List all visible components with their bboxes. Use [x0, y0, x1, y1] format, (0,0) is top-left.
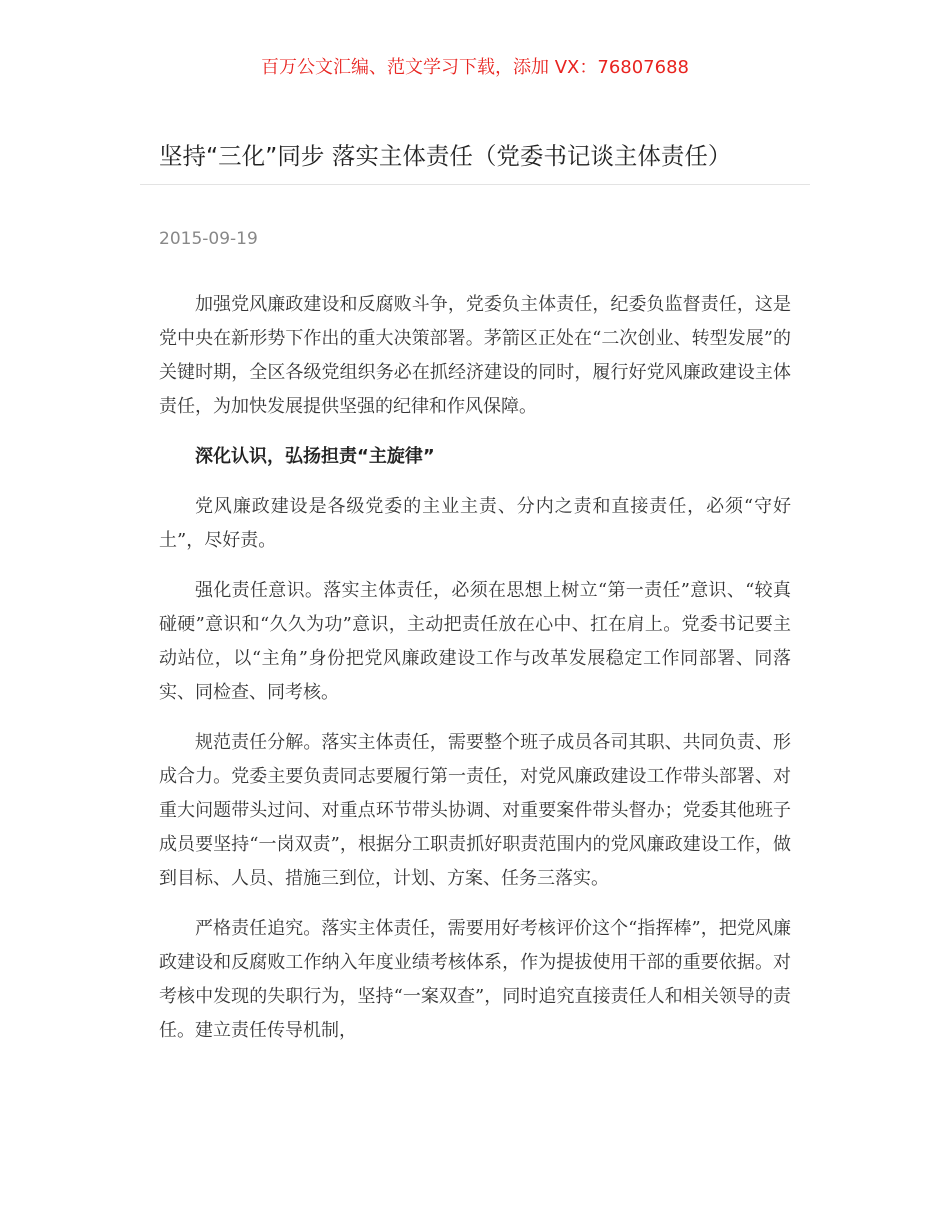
paragraph-decomposition: 规范责任分解。落实主体责任，需要整个班子成员各司其职、共同负责、形成合力。党委主要负责同志要履行第一责任，对党风廉政建设工作带头部署、对重大问题带头过问、对重点环节带头协调、对重要案件带头督办；党委其他班子成员要坚持“一岗双责”，根据分工职责抓好职责范围内的党风廉政建设工作，做到目标、人员、措施三到位，计划、方案、任务三落实。: [159, 732, 791, 889]
publish-date: 2015-09-19: [159, 229, 258, 249]
download-banner: 百万公文汇编、范文学习下载，添加 VX：76807688: [261, 57, 689, 78]
section-heading: 深化认识，弘扬担责“主旋律”: [195, 446, 435, 467]
title-divider: [140, 184, 810, 185]
article-body: [159, 288, 791, 1064]
article-title: 坚持“三化”同步 落实主体责任（党委书记谈主体责任）: [159, 142, 732, 170]
paragraph-awareness: 强化责任意识。落实主体责任，必须在思想上树立“第一责任”意识、“较真碰硬”意识和“久久为功”意识，主动把责任放在心中、扛在肩上。党委书记要主动站位，以“主角”身份把党风廉政建设工作与改革发展稳定工作同部署、同落实、同检查、同考核。: [159, 580, 791, 703]
paragraph-accountability: 严格责任追究。落实主体责任，需要用好考核评价这个“指挥棒”，把党风廉政建设和反腐败工作纳入年度业绩考核体系，作为提拔使用干部的重要依据。对考核中发现的失职行为，坚持“一案双查”，同时追究直接责任人和相关领导的责任。建立责任传导机制，: [159, 918, 791, 1041]
paragraph-intro: 加强党风廉政建设和反腐败斗争，党委负主体责任，纪委负监督责任，这是党中央在新形势下作出的重大决策部署。茅箭区正处在“二次创业、转型发展”的关键时期，全区各级党组织务必在抓经济建设的同时，履行好党风廉政建设主体责任，为加快发展提供坚强的纪律和作风保障。: [159, 294, 791, 417]
paragraph-responsibility: 党风廉政建设是各级党委的主业主责、分内之责和直接责任，必须“守好土”，尽好责。: [159, 496, 791, 551]
